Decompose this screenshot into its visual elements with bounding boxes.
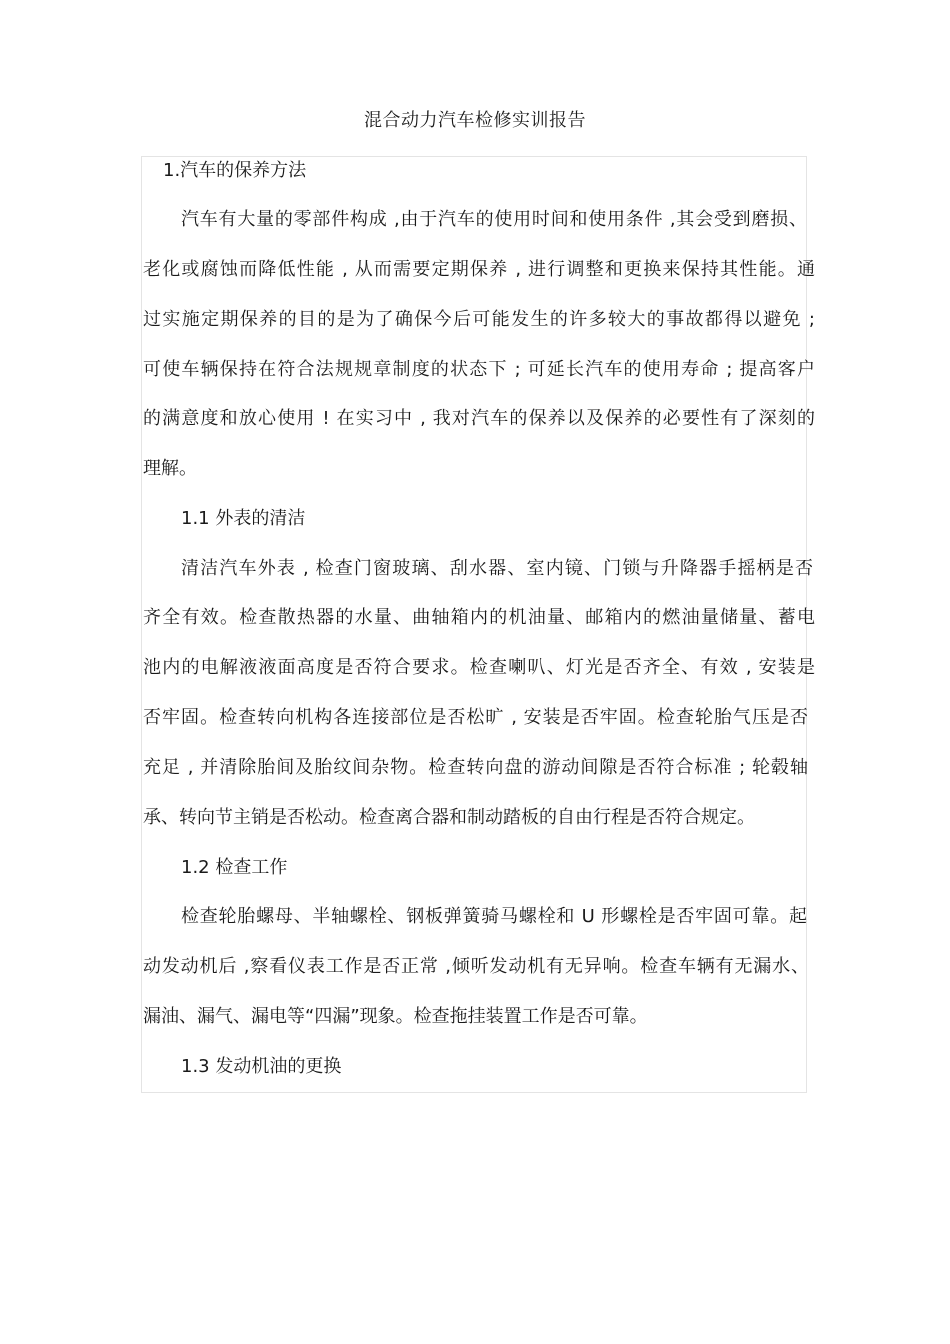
section-heading-1: 1.汽车的保养方法 <box>163 160 307 181</box>
paragraph-line: 充足 , 并清除胎间及胎纹间杂物。检查转向盘的游动间隙是否符合标准 ; 轮毂轴 <box>143 757 808 778</box>
document-title: 混合动力汽车检修实训报告 <box>364 110 586 131</box>
section-heading-1-1: 1.1 外表的清洁 <box>181 508 306 529</box>
paragraph-line: 池内的电解液液面高度是否符合要求。检查喇叭、灯光是否齐全、有效 , 安装是 <box>143 657 815 678</box>
paragraph-line: 过实施定期保养的目的是为了确保今后可能发生的许多较大的事故都得以避免 ; <box>143 309 815 330</box>
section-heading-1-3: 1.3 发动机油的更换 <box>181 1056 342 1077</box>
paragraph-line: 理解。 <box>143 458 197 479</box>
paragraph-line: 检查轮胎螺母、半轴螺栓、钢板弹簧骑马螺栓和 U 形螺栓是否牢固可靠。起 <box>181 906 807 927</box>
paragraph-line: 否牢固。检查转向机构各连接部位是否松旷 , 安装是否牢固。检查轮胎气压是否 <box>143 707 808 728</box>
paragraph-line: 汽车有大量的零部件构成 ,由于汽车的使用时间和使用条件 ,其会受到磨损、 <box>181 209 807 230</box>
section-heading-1-2: 1.2 检查工作 <box>181 857 288 878</box>
paragraph-line: 漏油、漏气、漏电等“四漏”现象。检查拖挂装置工作是否可靠。 <box>143 1006 648 1027</box>
paragraph-line: 动发动机后 ,察看仪表工作是否正常 ,倾听发动机有无异响。检查车辆有无漏水、 <box>143 956 809 977</box>
paragraph-line: 老化或腐蚀而降低性能 , 从而需要定期保养 , 进行调整和更换来保持其性能。通 <box>143 259 815 280</box>
paragraph-line: 承、转向节主销是否松动。检查离合器和制动踏板的自由行程是否符合规定。 <box>143 807 755 828</box>
paragraph-line: 可使车辆保持在符合法规规章制度的状态下 ; 可延长汽车的使用寿命 ; 提高客户 <box>143 359 815 380</box>
paragraph-line: 清洁汽车外表 , 检查门窗玻璃、刮水器、室内镜、门锁与升降器手摇柄是否 <box>181 558 813 579</box>
paragraph-line: 齐全有效。检查散热器的水量、曲轴箱内的机油量、邮箱内的燃油量储量、蓄电 <box>143 607 815 628</box>
paragraph-line: 的满意度和放心使用 ! 在实习中 , 我对汽车的保养以及保养的必要性有了深刻的 <box>143 408 815 429</box>
